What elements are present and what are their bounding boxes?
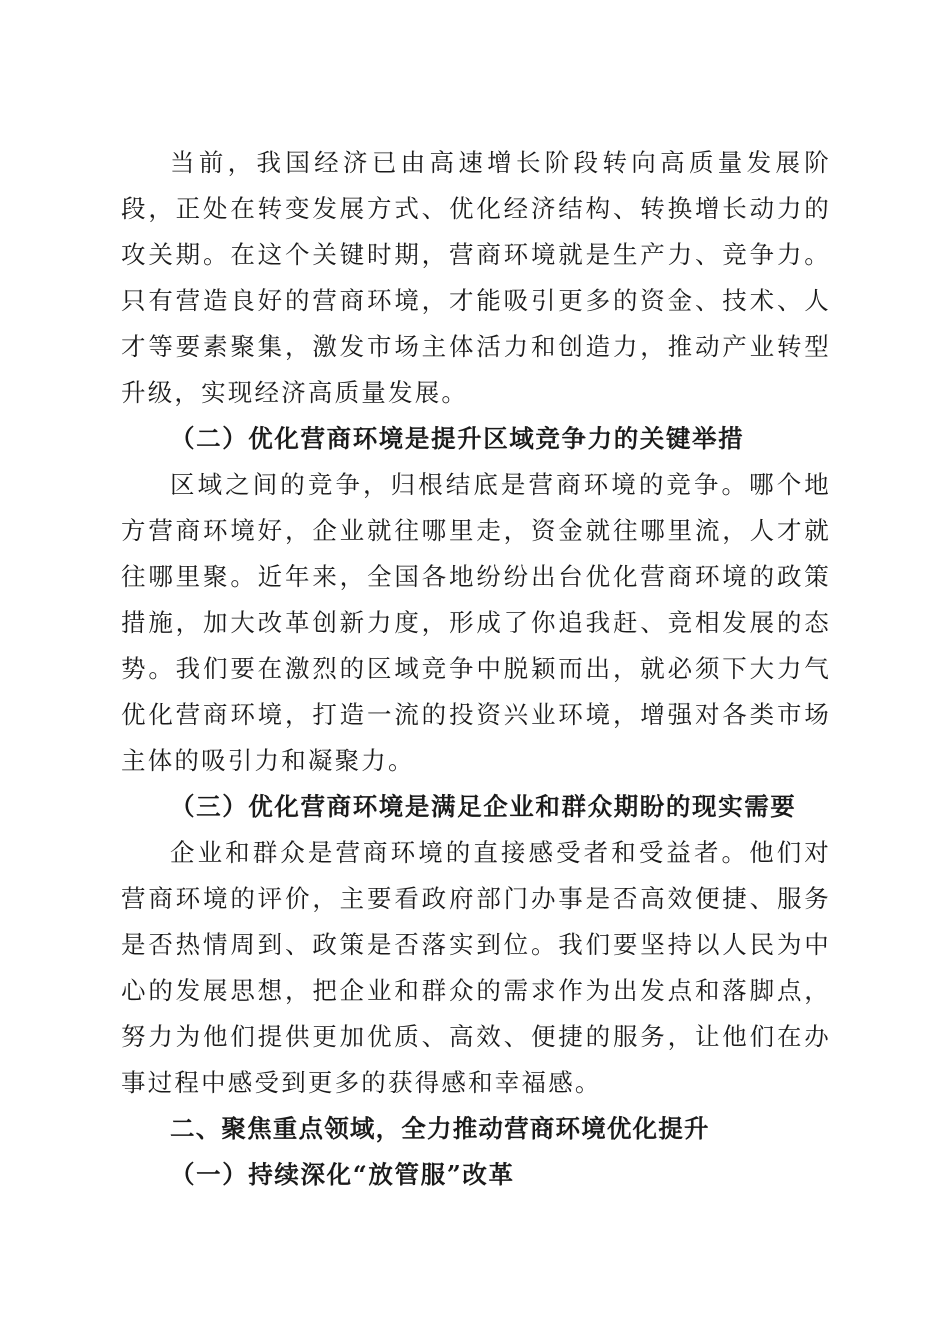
subheading-public-expectations: （三）优化营商环境是满足企业和群众期盼的现实需要 bbox=[170, 792, 797, 821]
subheading-regional-competitiveness: （二）优化营商环境是提升区域竞争力的关键举措 bbox=[170, 424, 745, 453]
section-heading-key-areas: 二、聚焦重点领域，全力推动营商环境优化提升 bbox=[170, 1114, 710, 1143]
document-body bbox=[121, 140, 831, 1198]
paragraph-enterprises-and-public: 企业和群众是营商环境的直接感受者和受益者。他们对营商环境的评价，主要看政府部门办事是否高效便捷、服务是否热情周到、政策是否落实到位。我们要坚持以人民为中心的发展思想，把企业和群众的需求作为出发点和落脚点，努力为他们提供更加优质、高效、便捷的服务，让他们在办事过程中感受到更多的获得感和幸福感。 bbox=[121, 838, 831, 1097]
paragraph-economy-transition: 当前，我国经济已由高速增长阶段转向高质量发展阶段，正处在转变发展方式、优化经济结构、转换增长动力的攻关期。在这个关键时期，营商环境就是生产力、竞争力。只有营造良好的营商环境，才能吸引更多的资金、技术、人才等要素聚集，激发市场主体活力和创造力，推动产业转型升级，实现经济高质量发展。 bbox=[121, 148, 831, 407]
subheading-deepen-reform: （一）持续深化“放管服”改革 bbox=[170, 1160, 515, 1189]
paragraph-regional-competition: 区域之间的竞争，归根结底是营商环境的竞争。哪个地方营商环境好，企业就往哪里走，资金就往哪里流，人才就往哪里聚。近年来，全国各地纷纷出台优化营商环境的政策措施，加大改革创新力度，形成了你追我赶、竞相发展的态势。我们要在激烈的区域竞争中脱颖而出，就必须下大力气优化营商环境，打造一流的投资兴业环境，增强对各类市场主体的吸引力和凝聚力。 bbox=[121, 470, 831, 775]
